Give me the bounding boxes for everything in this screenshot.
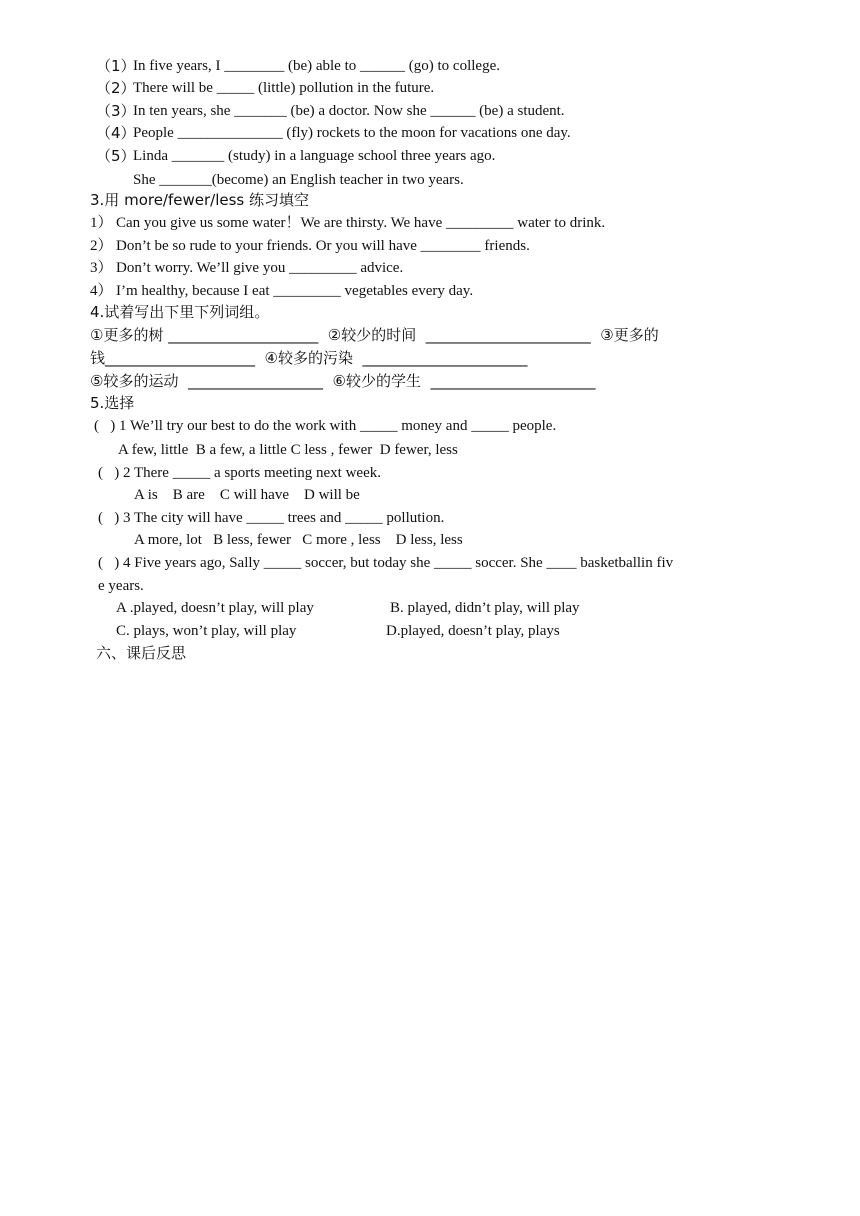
s4-phrases-line-3: ⑤较多的运动 __________________ ⑥较少的学生 ______________________ [90,372,596,390]
s3-item-4-number: 4） [90,283,113,299]
s3-item-2-number: 2） [90,238,113,254]
s5-question-1: ( ) 1 We’ll try our best to do the work with _____ money and _____ people. [94,418,557,434]
s5-question-4-option-b: B. played, didn’t play, will play [390,600,580,616]
s5-question-1-options: A few, little B a few, a little C less , fewer D fewer, less [118,442,458,458]
section-6-title: 六、课后反思 [96,644,187,662]
s3-item-3-text: Don’t worry. We’ll give you _________ advice. [116,260,404,276]
s3-item-2-text: Don’t be so rude to your friends. Or you will have ________ friends. [116,238,530,254]
s2-item-1-text: In five years, I ________ (be) able to ______ (go) to college. [133,58,500,74]
s5-question-4-option-c: C. plays, won’t play, will play [116,623,297,639]
section-5-title: 5.选择 [90,394,135,412]
s5-question-4-option-d: D.played, doesn’t play, plays [386,623,560,639]
section-3-title: 3.用 more/fewer/less 练习填空 [90,191,310,209]
s5-question-2: ( ) 2 There _____ a sports meeting next week. [98,465,381,481]
s2-item-5-continuation: She _______(become) an English teacher in two years. [133,172,464,188]
s5-question-2-options: A is B are C will have D will be [134,487,360,503]
s4-phrases-line-2: 钱____________________ ④较多的污染 ______________________ [90,349,528,367]
s3-item-1-text: Can you give us some water！We are thirsty. We have _________ water to drink. [116,215,606,231]
s2-item-5-text: Linda _______ (study) in a language school three years ago. [133,148,496,164]
s2-item-5-number: （5） [96,147,136,165]
s2-item-2-number: （2） [96,79,136,97]
s4-phrases-line-1: ①更多的树 ____________________ ②较少的时间 ______________________ ③更多的 [90,326,659,344]
s3-item-3-number: 3） [90,260,113,276]
s5-question-4-option-a: A .played, doesn’t play, will play [116,600,314,616]
s5-question-3: ( ) 3 The city will have _____ trees and _____ pollution. [98,510,445,526]
s5-question-4-line-1: ( ) 4 Five years ago, Sally _____ soccer, but today she _____ soccer. She ____ basketballin fiv [98,555,674,571]
s2-item-4-text: People ______________ (fly) rockets to the moon for vacations one day. [133,125,571,141]
s3-item-1-number: 1） [90,215,113,231]
s5-question-4-line-2: e years. [98,578,144,594]
s5-question-3-options: A more, lot B less, fewer C more , less D less, less [134,532,463,548]
s2-item-3-text: In ten years, she _______ (be) a doctor. Now she ______ (be) a student. [133,103,565,119]
s2-item-4-number: （4） [96,124,136,142]
s2-item-1-number: （1） [96,57,136,75]
s2-item-2-text: There will be _____ (little) pollution in the future. [133,80,435,96]
s2-item-3-number: （3） [96,102,136,120]
section-4-title: 4.试着写出下里下列词组。 [90,303,270,321]
s3-item-4-text: I’m healthy, because I eat _________ vegetables every day. [116,283,474,299]
